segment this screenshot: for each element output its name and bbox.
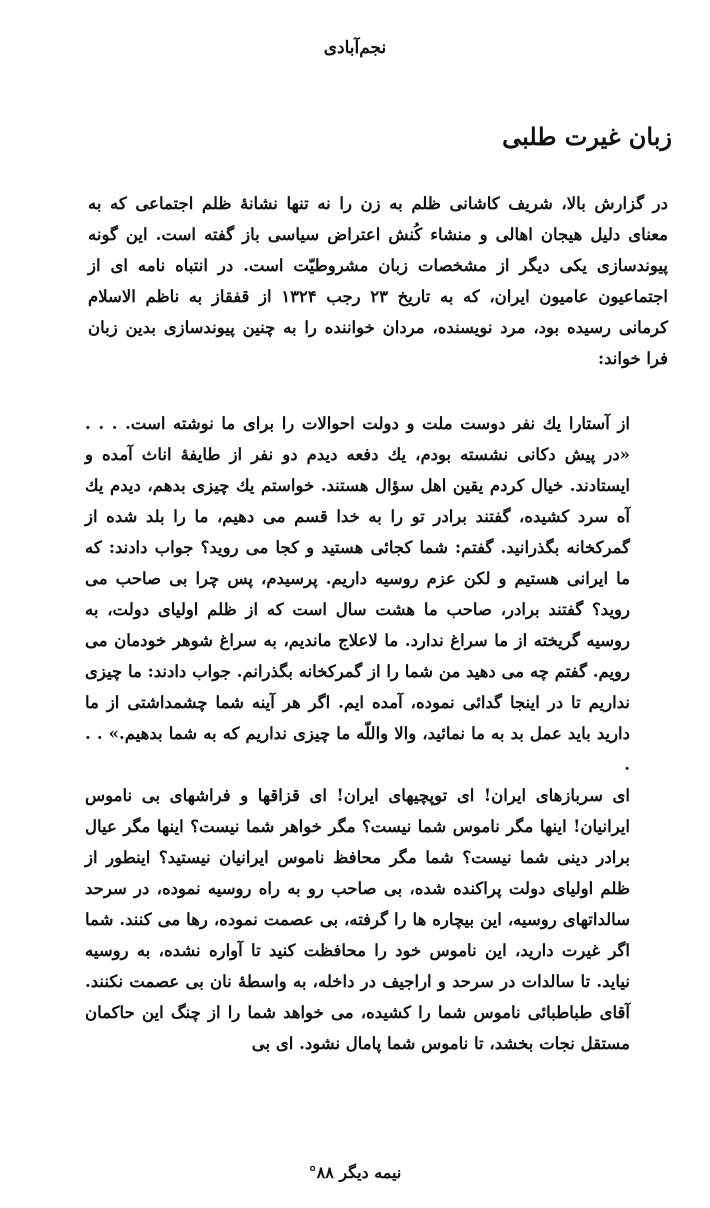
running-header: نجم‌آبادی bbox=[323, 38, 387, 58]
quote-paragraph-1: از آستارا یك نفر دوست ملت و دولت احوالات را برای ما نوشته است. . . . «در پیش دکانی نشسته بودم، یك دفعه دیدم دو نفر از طایفهٔ اناث آمده و ایستادند. خیال کردم یقین اهل سؤال هستند. خواستم یك چیزی بدهم، دیدم یك آه سرد کشیده، گفتند برادر تو را به خدا قسم می دهیم، ما را بلد شده از گمرکخانه بگذرانید. گفتم: شما کجائی هستید و کجا می روید؟ جواب دادند: که ما ایرانی هستیم و لکن عزم روسیه داریم. پرسیدم، پس چرا بی صاحب می روید؟ گفتند برادر، صاحب ما هشت سال است که از ظلم اولیای دولت، به روسیه گریخته از ما سراغ ندارد. ما لاعلاج ماندیم، به سراغ شوهر خودمان می رویم. گفتم چه می دهید من شما را از گمرکخانه بگذرانم. جواب دادند: ما چیزی نداریم تا در اینجا گدائی نموده، آمده ایم. اگر هر آینه شما چشمداشتی از ما دارید باید عمل بد به ما نمائید، والا واللّه ما چیزی نداریم که به شما بدهیم.» . . . bbox=[85, 414, 630, 774]
page-footer: نیمه دیگر ۸۸° bbox=[308, 1163, 402, 1182]
intro-block bbox=[88, 188, 668, 374]
quoted-letter bbox=[85, 408, 630, 1059]
intro-paragraph: در گزارش بالا، شریف کاشانی ظلم به زن را نه تنها نشانهٔ ظلم اجتماعی که به معنای دلیل هیجان اهالی و منشاء کُنش اعتراض سیاسی باز گفته است. این گونه پیوندسازی یکی دیگر از مشخصات زبان مشروطیّت است. در انتباه نامه ای از اجتماعیون عامیون ایران، که به تاریخ ۲۳ رجب ۱۳۲۴ از قفقاز به ناظم الاسلام کرمانی رسیده بود، مرد نویسنده، مردان خواننده را به چنین پیوندسازی بدین زبان فرا خواند: bbox=[88, 194, 668, 368]
section-title: زبان غیرت طلبی bbox=[502, 122, 672, 151]
quote-paragraph-2: ای سربازهای ایران! ای توپچیهای ایران! ای قزاقها و فراشهای بی ناموس ایرانیان! اینها مگر ناموس شما نیست؟ مگر خواهر شما نیست؟ اینها مگر عیال برادر دینی شما نیست؟ شما مگر محافظ ناموس ایرانیان نیستید؟ اینطور از ظلم اولیای دولت پراکنده شده، بی صاحب رو به راه روسیه نموده، در سرحد سالداتهای روسیه، این بیچاره ها را گرفته، بی عصمت نموده، رها می کنند. شما اگر غیرت دارید، این ناموس خود را محافظت کنید تا آواره نشده، به روسیه نیاید. تا سالدات در سرحد و اراجیف در داخله، به واسطهٔ نان بی عصمت نکنند. آقای طباطبائی ناموس شما را کشیده، می خواهد شما را از چنگ این حاکمان مستقل نجات بخشد، تا ناموس شما پامال نشود. ای بی bbox=[85, 786, 630, 1053]
